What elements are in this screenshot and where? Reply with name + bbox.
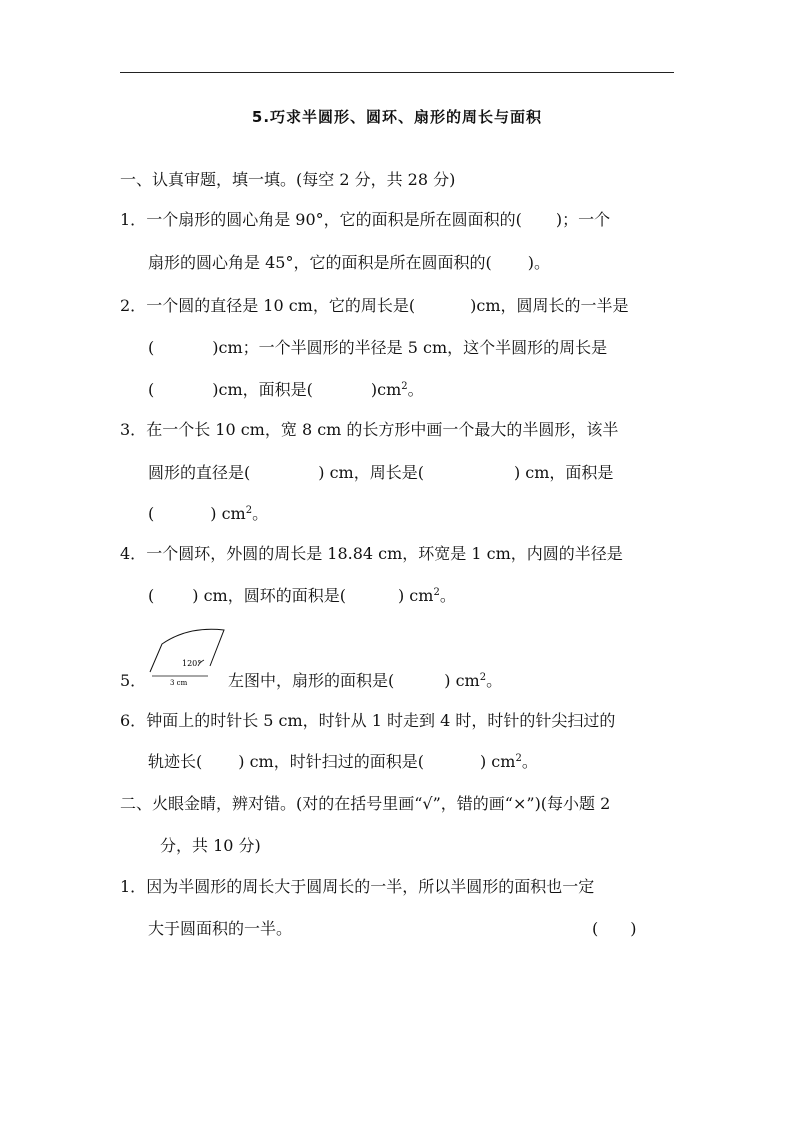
question-text: ) cm，时针扫过的面积是( bbox=[238, 752, 424, 771]
header-rule bbox=[120, 72, 674, 73]
section-2-question-1-line-1 bbox=[120, 877, 594, 897]
question-2-line-1 bbox=[120, 296, 629, 316]
question-text: )cm，圆周长的一半是 bbox=[470, 296, 629, 315]
question-text: ) cm，周长是( bbox=[318, 463, 424, 482]
question-4-line-1 bbox=[120, 544, 623, 564]
question-number: 3． bbox=[120, 420, 147, 439]
question-text: )cm bbox=[370, 380, 402, 399]
superscript: 2 bbox=[245, 505, 253, 516]
question-5-number: 5． bbox=[120, 671, 147, 690]
question-1-line-2 bbox=[148, 253, 550, 273]
superscript: 2 bbox=[401, 381, 408, 392]
question-number: 4． bbox=[120, 544, 147, 563]
section-2-heading-line-1: 二、火眼金睛，辨对错。(对的在括号里画“√”，错的画“×”)(每小题 2 bbox=[120, 794, 611, 813]
question-text: 一个扇形的圆心角是 90°，它的面积是所在圆面积的( bbox=[146, 210, 522, 229]
superscript: 2 bbox=[515, 753, 522, 764]
question-text: 一个圆环，外圆的周长是 18.84 cm，环宽是 1 cm，内圆的半径是 bbox=[146, 544, 623, 563]
question-text: ) cm bbox=[210, 504, 246, 523]
question-text: 一个圆的直径是 10 cm，它的周长是( bbox=[146, 296, 416, 315]
question-text: 轨迹长( bbox=[148, 752, 203, 771]
page-title: 5.巧求半圆形、圆环、扇形的周长与面积 bbox=[251, 108, 543, 126]
question-6-line-2 bbox=[148, 752, 538, 775]
question-text: ) cm bbox=[479, 752, 516, 771]
question-3-line-3 bbox=[148, 504, 268, 527]
question-text: 钟面上的时针长 5 cm，时针从 1 时走到 4 时，时针的针尖扫过的 bbox=[146, 711, 616, 730]
question-text: 圆形的直径是( bbox=[148, 463, 251, 482]
section-2-heading-line-2: 分，共 10 分) bbox=[160, 836, 261, 855]
question-text: ( bbox=[148, 504, 155, 523]
superscript: 2 bbox=[479, 672, 487, 683]
question-text: ) cm bbox=[397, 586, 434, 605]
question-text: 。 bbox=[407, 380, 424, 399]
superscript: 2 bbox=[433, 587, 440, 598]
question-number: 2． bbox=[120, 296, 147, 315]
question-text: ) cm，圆环的面积是( bbox=[192, 586, 346, 605]
question-text: ( bbox=[148, 586, 155, 605]
question-6-line-1 bbox=[120, 711, 615, 731]
question-4-line-2 bbox=[148, 586, 456, 609]
question-text: ( bbox=[148, 380, 155, 399]
question-text: )。 bbox=[527, 253, 550, 272]
question-text: 因为半圆形的周长大于圆周长的一半，所以半圆形的面积也一定 bbox=[146, 877, 595, 896]
question-text: ( bbox=[148, 338, 155, 357]
question-text: )；一个 bbox=[555, 210, 611, 229]
question-2-line-2 bbox=[148, 338, 607, 358]
section-1-heading: 一、认真审题，填一填。(每空 2 分，共 28 分) bbox=[120, 170, 456, 189]
question-2-line-3 bbox=[148, 380, 424, 403]
question-5-line-1 bbox=[228, 671, 502, 694]
question-3-line-2 bbox=[148, 463, 613, 483]
question-number: 1． bbox=[120, 877, 147, 896]
question-1-line-1 bbox=[120, 210, 610, 230]
question-text: 。 bbox=[521, 752, 538, 771]
question-text: 。 bbox=[252, 504, 269, 523]
question-text: )cm；一个半圆形的半径是 5 cm，这个半圆形的周长是 bbox=[212, 338, 608, 357]
question-text: )cm，面积是( bbox=[212, 380, 313, 399]
answer-parentheses[interactable]: ( ) bbox=[592, 919, 637, 938]
section-2-question-1-line-2 bbox=[148, 919, 292, 939]
question-text: 。 bbox=[439, 586, 456, 605]
question-number: 1． bbox=[120, 210, 147, 229]
question-number: 6． bbox=[120, 711, 147, 730]
angle-label: 120° bbox=[182, 659, 202, 668]
question-text: 扇形的圆心角是 45°，它的面积是所在圆面积的( bbox=[148, 253, 492, 272]
question-text: 在一个长 10 cm，宽 8 cm 的长方形中画一个最大的半圆形，该半 bbox=[146, 420, 619, 439]
question-3-line-1 bbox=[120, 420, 618, 440]
question-text: 。 bbox=[486, 671, 503, 690]
question-text: ) cm bbox=[444, 671, 480, 690]
question-text: 大于圆面积的一半。 bbox=[148, 919, 293, 938]
question-text: ) cm，面积是 bbox=[513, 463, 614, 482]
radius-label: 3 cm bbox=[170, 679, 188, 686]
sector-figure bbox=[142, 622, 232, 686]
question-text: 左图中，扇形的面积是( bbox=[228, 671, 395, 690]
